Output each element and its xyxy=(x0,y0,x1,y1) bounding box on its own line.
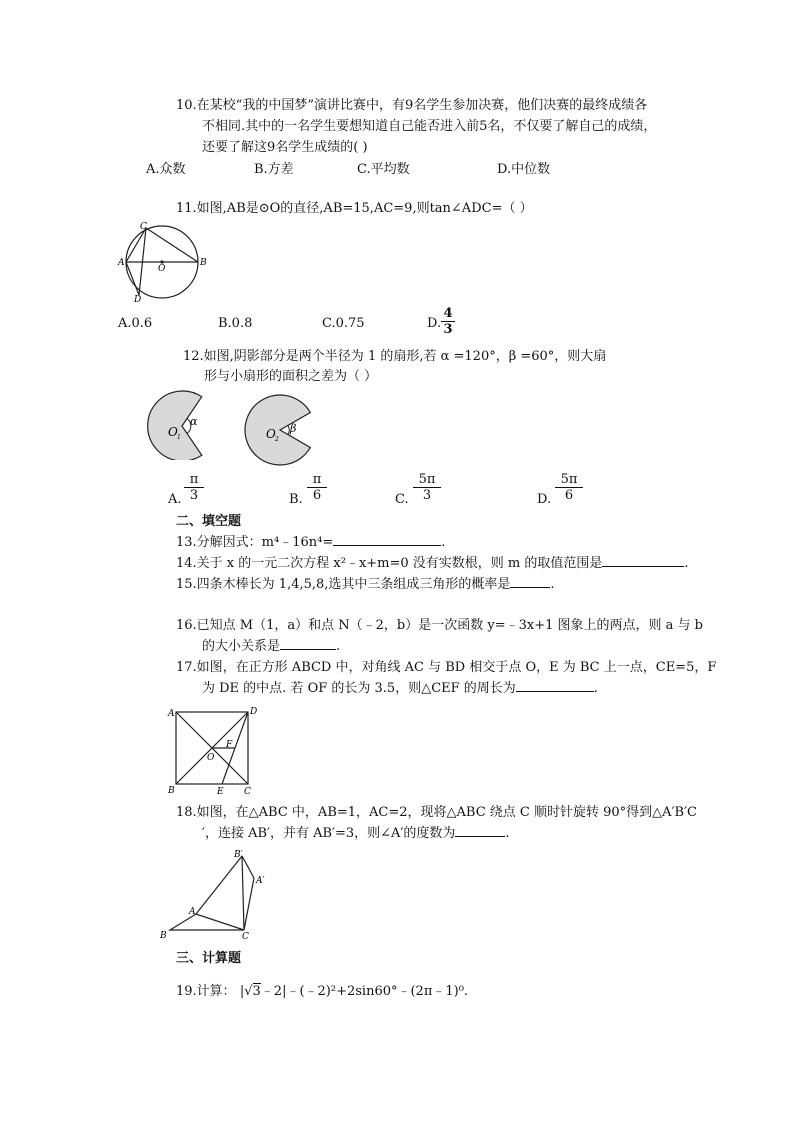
q17-label-f: F xyxy=(226,740,233,750)
q17-period: . xyxy=(593,681,598,696)
q11-label-c: C xyxy=(140,222,147,232)
q12-c-denominator: 3 xyxy=(422,488,432,503)
q13-period: . xyxy=(441,535,446,550)
q12-a-denominator: 3 xyxy=(189,488,199,503)
q18-line1: 18.如图，在△ABC 中，AB=1，AC=2，现将△ABC 绕点 C 顺时针旋转 90°得到△A′B′C xyxy=(176,805,697,820)
q12-small-sector-figure xyxy=(244,394,316,466)
q19-abs-open: | xyxy=(239,984,245,999)
q16-line2-row xyxy=(202,637,340,657)
q17-label-e: E xyxy=(217,787,224,797)
q10-option-c: C.平均数 xyxy=(357,162,410,177)
q12-label-beta: β xyxy=(290,422,297,435)
q12-option-a-fraction xyxy=(184,472,204,503)
q12-option-b-fraction xyxy=(307,472,327,503)
q17-square-figure xyxy=(164,704,264,798)
q16-answer-blank[interactable] xyxy=(280,637,336,650)
q12-option-d-fraction xyxy=(555,472,583,503)
q19-row xyxy=(176,982,468,1002)
q12-d-denominator: 6 xyxy=(564,488,574,503)
q12-line2: 形与小扇形的面积之差为（ ） xyxy=(204,369,378,384)
q17-line2: 为 DE 的中点. 若 OF 的长为 3.5，则△CEF 的周长为 xyxy=(202,681,516,696)
q16-line1: 16.已知点 M（1，a）和点 N（﹣2，b）是一次函数 y=﹣3x+1 图象上的两点，则 a 与 b xyxy=(176,618,703,633)
q14-answer-blank[interactable] xyxy=(602,554,684,567)
q17-label-c: C xyxy=(244,787,251,797)
q12-a-numerator: π xyxy=(184,472,204,488)
q15-period: . xyxy=(550,577,555,592)
q11-option-a: A.0.6 xyxy=(118,316,153,331)
q11-option-b: B.0.8 xyxy=(218,316,253,331)
q12-c-numerator: 5π xyxy=(413,472,441,488)
q11-option-d: D. xyxy=(427,316,442,331)
q12-d-numerator: 5π xyxy=(555,472,583,488)
q12-line1: 12.如图,阴影部分是两个半径为 1 的扇形,若 α =120°，β =60°，则大扇 xyxy=(183,349,607,364)
q10-line2: 不相同.其中的一名学生要想知道自己能否进入前5名，不仅要了解自己的成绩， xyxy=(202,119,657,134)
q14-text: 14.关于 x 的一元二次方程 x²﹣x+m=0 没有实数根，则 m 的取值范围是 xyxy=(176,556,603,571)
q12-option-b-label: B. xyxy=(289,492,303,507)
section-fill-in-title: 二、填空题 xyxy=(176,514,242,529)
q19-expression-rest: ﹣2|﹣(﹣2)²+2sin60°﹣(2π﹣1)⁰. xyxy=(260,984,469,999)
q11-label-b: B xyxy=(200,258,207,268)
q17-label-b: B xyxy=(168,786,175,796)
q11-text: 11.如图,AB是⊙O的直径,AB=15,AC=9,则tan∠ADC=（ ） xyxy=(176,201,533,216)
q10-option-a: A.众数 xyxy=(146,162,186,177)
q16-period: . xyxy=(336,639,341,654)
q18-label-b: B xyxy=(160,931,167,941)
q12-label-o2: O xyxy=(266,427,276,441)
q18-label-b-prime: B′ xyxy=(234,850,243,860)
q12-label-alpha: α xyxy=(190,415,198,428)
q16-line2: 的大小关系是 xyxy=(202,639,281,654)
q10-option-b: B.方差 xyxy=(254,162,294,177)
q17-answer-blank[interactable] xyxy=(516,679,594,692)
q11-label-d: D xyxy=(134,295,142,304)
q17-line2-row xyxy=(202,679,598,699)
q19-sqrt-symbol: √ xyxy=(244,984,253,999)
q15-text: 15.四条木棒长为 1,4,5,8,选其中三条组成三角形的概率是 xyxy=(176,577,511,592)
q18-line2: ′，连接 AB′，并有 AB′=3，则∠A′的度数为 xyxy=(202,826,456,841)
q13-row xyxy=(176,533,445,553)
q11-circle-figure xyxy=(116,220,212,304)
q18-answer-blank[interactable] xyxy=(455,824,505,837)
q18-label-a: A xyxy=(189,907,196,917)
section-calculation-title: 三、计算题 xyxy=(176,951,242,966)
q17-label-d: D xyxy=(250,707,258,717)
q15-answer-blank[interactable] xyxy=(510,575,550,588)
q12-large-sector-figure xyxy=(146,388,218,460)
q11-option-d-fraction xyxy=(441,306,455,337)
q18-period: . xyxy=(505,826,510,841)
q12-option-c-fraction xyxy=(413,472,441,503)
q12-label-o1-sub: 1 xyxy=(177,434,181,441)
q11-option-c: C.0.75 xyxy=(322,316,365,331)
q11-d-numerator: 4 xyxy=(441,306,455,322)
q12-b-denominator: 6 xyxy=(312,488,322,503)
q11-label-a: A xyxy=(118,258,125,268)
q14-period: . xyxy=(684,556,689,571)
q10-line1: 10.在某校“我的中国梦”演讲比赛中，有9名学生参加决赛，他们决赛的最终成绩各 xyxy=(176,98,648,113)
q18-label-c: C xyxy=(242,932,249,942)
q12-b-numerator: π xyxy=(307,472,327,488)
q11-d-denominator: 3 xyxy=(443,322,453,337)
q17-label-o: O xyxy=(207,753,215,763)
q13-text: 13.分解因式：m⁴﹣16n⁴= xyxy=(176,535,334,550)
q12-option-d-label: D. xyxy=(537,492,552,507)
q17-label-a: A xyxy=(168,709,175,719)
q18-rotation-figure xyxy=(156,846,276,942)
q12-label-o1: O xyxy=(168,425,178,439)
q19-prefix: 19.计算： xyxy=(176,984,236,999)
q12-option-c-label: C. xyxy=(395,492,409,507)
q10-option-d: D.中位数 xyxy=(497,162,551,177)
q10-line3: 还要了解这9名学生成绩的( ) xyxy=(202,140,368,155)
q15-row xyxy=(176,575,555,595)
q17-line1: 17.如图，在正方形 ABCD 中，对角线 AC 与 BD 相交于点 O，E 为 BC 上一点，CE=5，F xyxy=(176,660,717,675)
q18-label-a-prime: A′ xyxy=(256,876,265,886)
q12-label-o2-sub: 2 xyxy=(275,436,279,443)
q13-answer-blank[interactable] xyxy=(333,533,441,546)
q18-line2-row xyxy=(202,824,510,844)
q14-row xyxy=(176,554,689,574)
q19-sqrt-radicand: 3 xyxy=(252,984,261,999)
q12-option-a-label: A. xyxy=(168,492,182,507)
q11-label-o: O xyxy=(158,264,166,274)
